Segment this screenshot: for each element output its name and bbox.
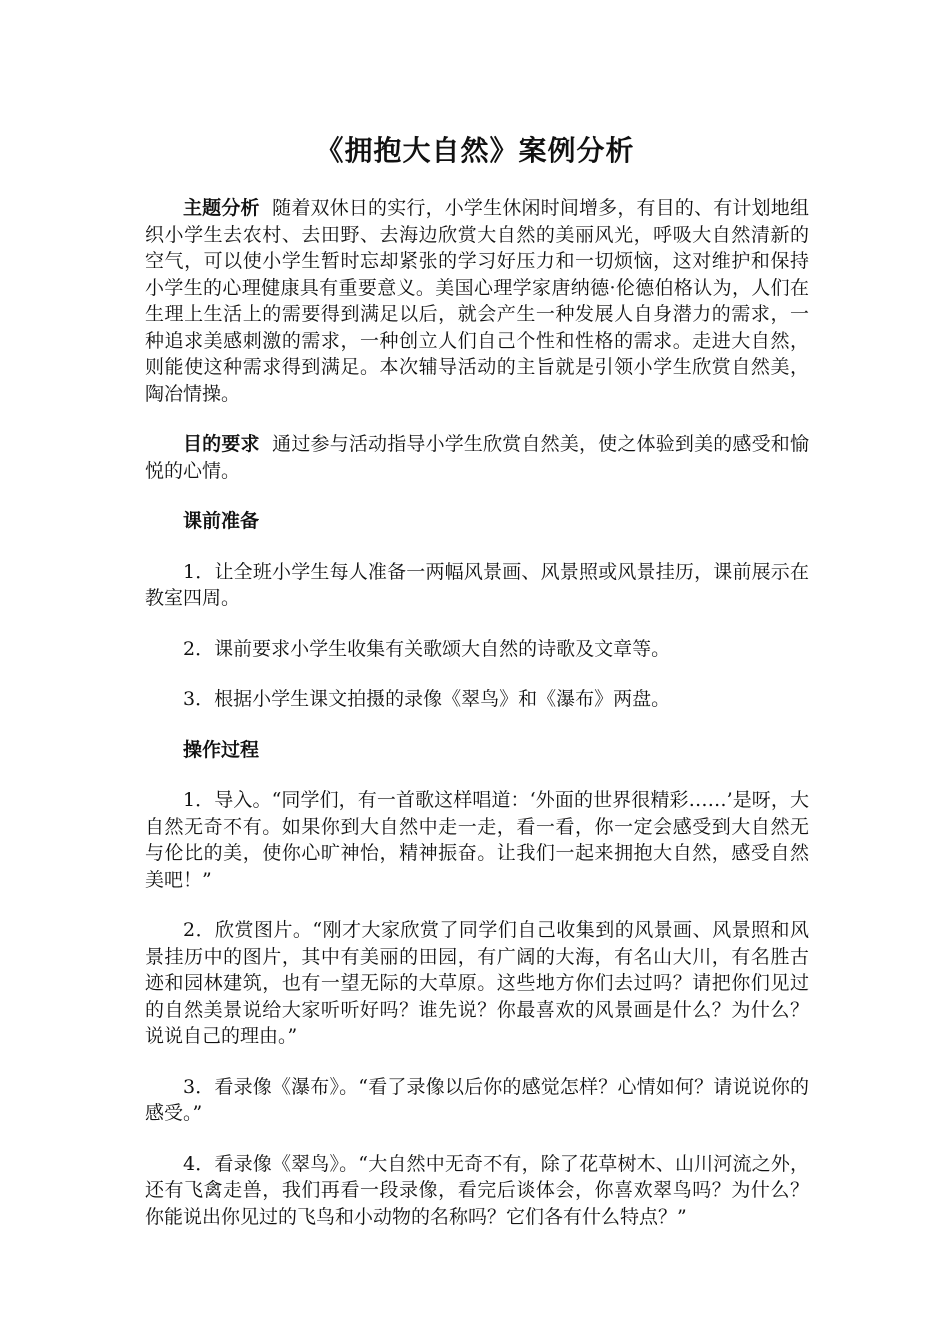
theme-text: 随着双休日的实行，小学生休闲时间增多，有目的、有计划地组织小学生去农村、去田野、去海边欣赏大自然的美丽风光，呼吸大自然清新的空气，可以使小学生暂时忘却紧张的学习好压力和一切烦恼，这对维护和保持小学生的心理健康具有重要意义。美国心理学家唐纳德·伦德伯格认为，人们在生理上生活上的需要得到满足以后，就会产生一种发展人自身潜力的需求，一种追求美感刺激的需求，一种创立人们自己个性和性格的需求。走进大自然，则能使这种需求得到满足。本次辅导活动的主旨就是引领小学生欣赏自然美，陶冶情操。 — [145, 197, 809, 405]
goal-label: 目的要求 — [183, 433, 260, 455]
prep-item: 2．课前要求小学生收集有关歌颂大自然的诗歌及文章等。 — [183, 637, 671, 660]
prep-item: 3．根据小学生课文拍摄的录像《翠鸟》和《瀑布》两盘。 — [183, 688, 671, 710]
theme-paragraph — [145, 195, 809, 407]
process-item: 1．导入。“同学们，有一首歌这样唱道：‘外面的世界很精彩……’是呀，大自然无奇不有。如果你到大自然中走一走，看一看，你一定会感受到大自然无与伦比的美，使你心旷神怡，精神振奋。让我们一起来拥抱大自然，感受自然美吧！” — [145, 789, 809, 891]
document-body — [145, 195, 809, 1254]
goal-paragraph — [145, 431, 809, 484]
prep-heading: 课前准备 — [183, 510, 260, 532]
process-heading: 操作过程 — [183, 738, 260, 761]
prep-item: 1．让全班小学生每人准备一两幅风景画、风景照或风景挂历，课前展示在教室四周。 — [145, 560, 809, 609]
goal-text: 通过参与活动指导小学生欣赏自然美，使之体验到美的感受和愉悦的心情。 — [145, 433, 809, 482]
process-item: 3．看录像《瀑布》。“看了录像以后你的感觉怎样？心情如何？请说说你的感受。” — [145, 1075, 809, 1124]
theme-label: 主题分析 — [183, 197, 260, 219]
process-item: 2．欣赏图片。“刚才大家欣赏了同学们自己收集到的风景画、风景照和风景挂历中的图片，其中有美丽的田园，有广阔的大海，有名山大川，有名胜古迹和园林建筑，也有一望无际的大草原。这些地方你们去过吗？请把你们见过的自然美景说给大家听听好吗？谁先说？你最喜欢的风景画是什么？为什么？说说自己的理由。” — [145, 919, 809, 1047]
process-item: 4．看录像《翠鸟》。“大自然中无奇不有，除了花草树木、山川河流之外，还有飞禽走兽，我们再看一段录像，看完后谈体会，你喜欢翠鸟吗？为什么？你能说出你见过的飞鸟和小动物的名称吗？它们各有什么特点？” — [145, 1152, 809, 1228]
document-title: 《拥抱大自然》案例分析 — [315, 134, 635, 167]
